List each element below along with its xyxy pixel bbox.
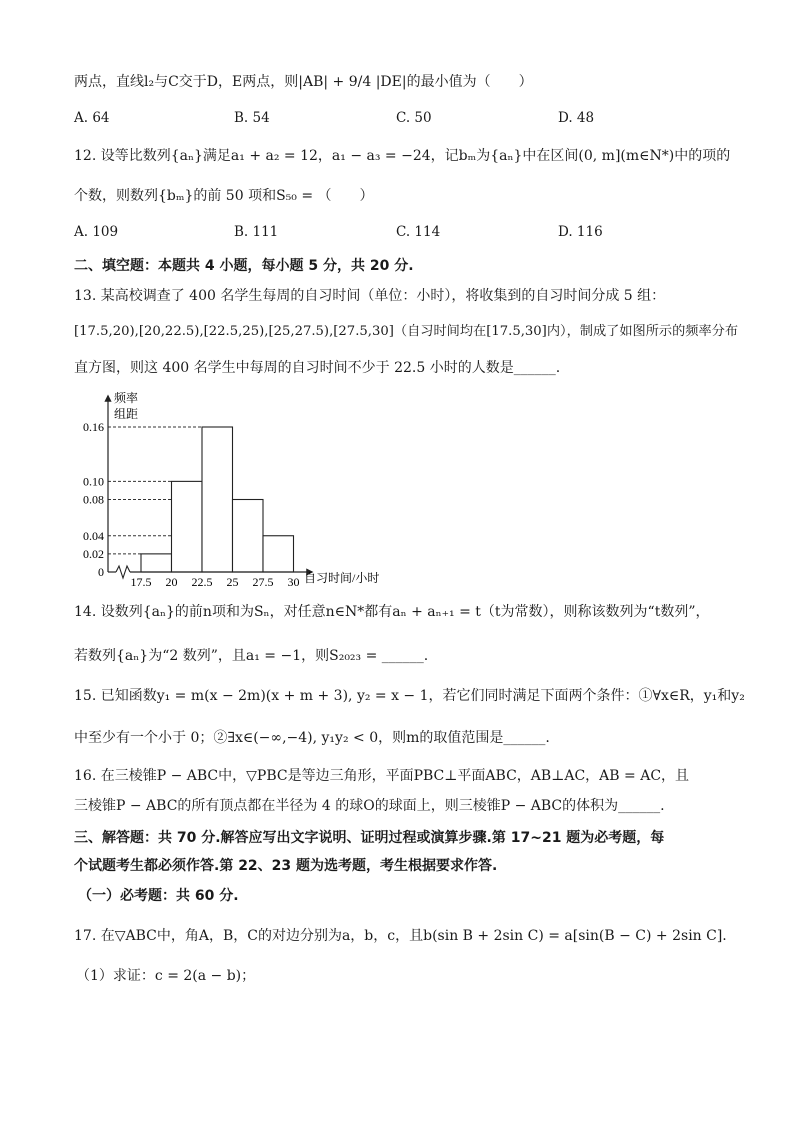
q12-option-c: C. 114	[396, 224, 441, 240]
q14-line2: 若数列{aₙ}为“2 数列”，且a₁ = −1，则S₂₀₂₃ = ______.	[74, 648, 429, 664]
q16-line1: 16. 在三棱锥P − ABC中，▽PBC是等边三角形，平面PBC⊥平面ABC，AB⊥AC，AB = AC，且	[74, 768, 690, 784]
histogram-bar	[172, 481, 203, 572]
x-tick-label: 30	[287, 575, 300, 588]
q12-line2: 个数，则数列{bₘ}的前 50 项和S₅₀ = （ ）	[74, 188, 374, 204]
q17-line1: 17. 在▽ABC中，角A，B，C的对边分别为a，b，c，且b(sin B + 2sin C) = a[sin(B − C) + 2sin C].	[74, 928, 727, 944]
q11-option-b: B. 54	[234, 110, 270, 126]
q15-line1: 15. 已知函数y₁ = m(x − 2m)(x + m + 3), y₂ = x − 1，若它们同时满足下面两个条件：①∀x∈R，y₁和y₂	[74, 688, 745, 704]
x-tick-label: 27.5	[252, 575, 274, 588]
q12-option-d: D. 116	[558, 224, 603, 240]
histogram-bar	[233, 500, 264, 573]
axis-break	[116, 566, 130, 578]
q13-line2: [17.5,20),[20,22.5),[22.5,25),[25,27.5),[27.5,30]（自习时间均在[17.5,30]内），制成了如图所示的频率分布	[74, 324, 739, 339]
q16-line2: 三棱锥P − ABC的所有顶点都在半径为 4 的球O的球面上，则三棱锥P − ABC的体积为______.	[74, 798, 665, 814]
y-tick-label: 0.04	[83, 528, 104, 543]
section3-line1: 三、解答题：共 70 分.解答应写出文字说明、证明过程或演算步骤.第 17~21 题为必考题，每	[74, 830, 665, 846]
x-tick-label: 22.5	[191, 575, 213, 588]
histogram-bar	[141, 554, 172, 572]
y-axis-label-bottom: 组距	[114, 407, 139, 421]
x-tick-label: 25	[226, 575, 239, 588]
section3-subheading: （一）必考题：共 60 分.	[78, 888, 239, 904]
y-tick-label: 0.10	[83, 474, 104, 489]
q11-stem: 两点，直线l₂与C交于D，E两点，则|AB| + 9/4 |DE|的最小值为（ ）	[74, 74, 533, 90]
q12-option-a: A. 109	[74, 224, 119, 240]
y-tick-label: 0.08	[83, 492, 104, 507]
q12-line1: 12. 设等比数列{aₙ}满足a₁ + a₂ = 12，a₁ − a₃ = −24，记bₘ为{aₙ}中在区间(0, m](m∈N*)中的项的	[74, 148, 731, 164]
q14-line1: 14. 设数列{aₙ}的前n项和为Sₙ，对任意n∈N*都有aₙ + aₙ₊₁ = t（t为常数），则称该数列为“t数列”，	[74, 604, 710, 620]
q17-part1: （1）求证：c = 2(a − b)；	[76, 968, 256, 984]
x-axis-label: 自习时间/小时	[304, 571, 380, 585]
frequency-histogram	[74, 388, 404, 588]
q11-option-c: C. 50	[396, 110, 432, 126]
origin-label: 0	[98, 565, 104, 579]
section3-line2: 个试题考生都必须作答.第 22、23 题为选考题，考生根据要求作答.	[74, 858, 498, 874]
y-tick-label: 0.02	[83, 546, 104, 561]
q13-line3: 直方图，则这 400 名学生中每周的自习时间不少于 22.5 小时的人数是______.	[74, 360, 561, 376]
histogram-bar	[263, 536, 294, 572]
histogram-bar	[202, 427, 233, 572]
y-axis-label-top: 频率	[114, 391, 139, 405]
x-tick-label: 20	[165, 575, 178, 588]
y-tick-label: 0.16	[83, 420, 104, 434]
x-tick-label: 17.5	[130, 575, 152, 588]
q15-line2: 中至少有一个小于 0；②∃x∈(−∞,−4), y₁y₂ < 0，则m的取值范围是______.	[74, 730, 550, 746]
q13-line1: 13. 某高校调查了 400 名学生每周的自习时间（单位：小时），将收集到的自习时间分成 5 组：	[74, 288, 666, 304]
q11-option-d: D. 48	[558, 110, 595, 126]
section2-heading: 二、填空题：本题共 4 小题，每小题 5 分，共 20 分.	[74, 258, 414, 274]
q12-option-b: B. 111	[234, 224, 279, 240]
q11-option-a: A. 64	[74, 110, 110, 126]
